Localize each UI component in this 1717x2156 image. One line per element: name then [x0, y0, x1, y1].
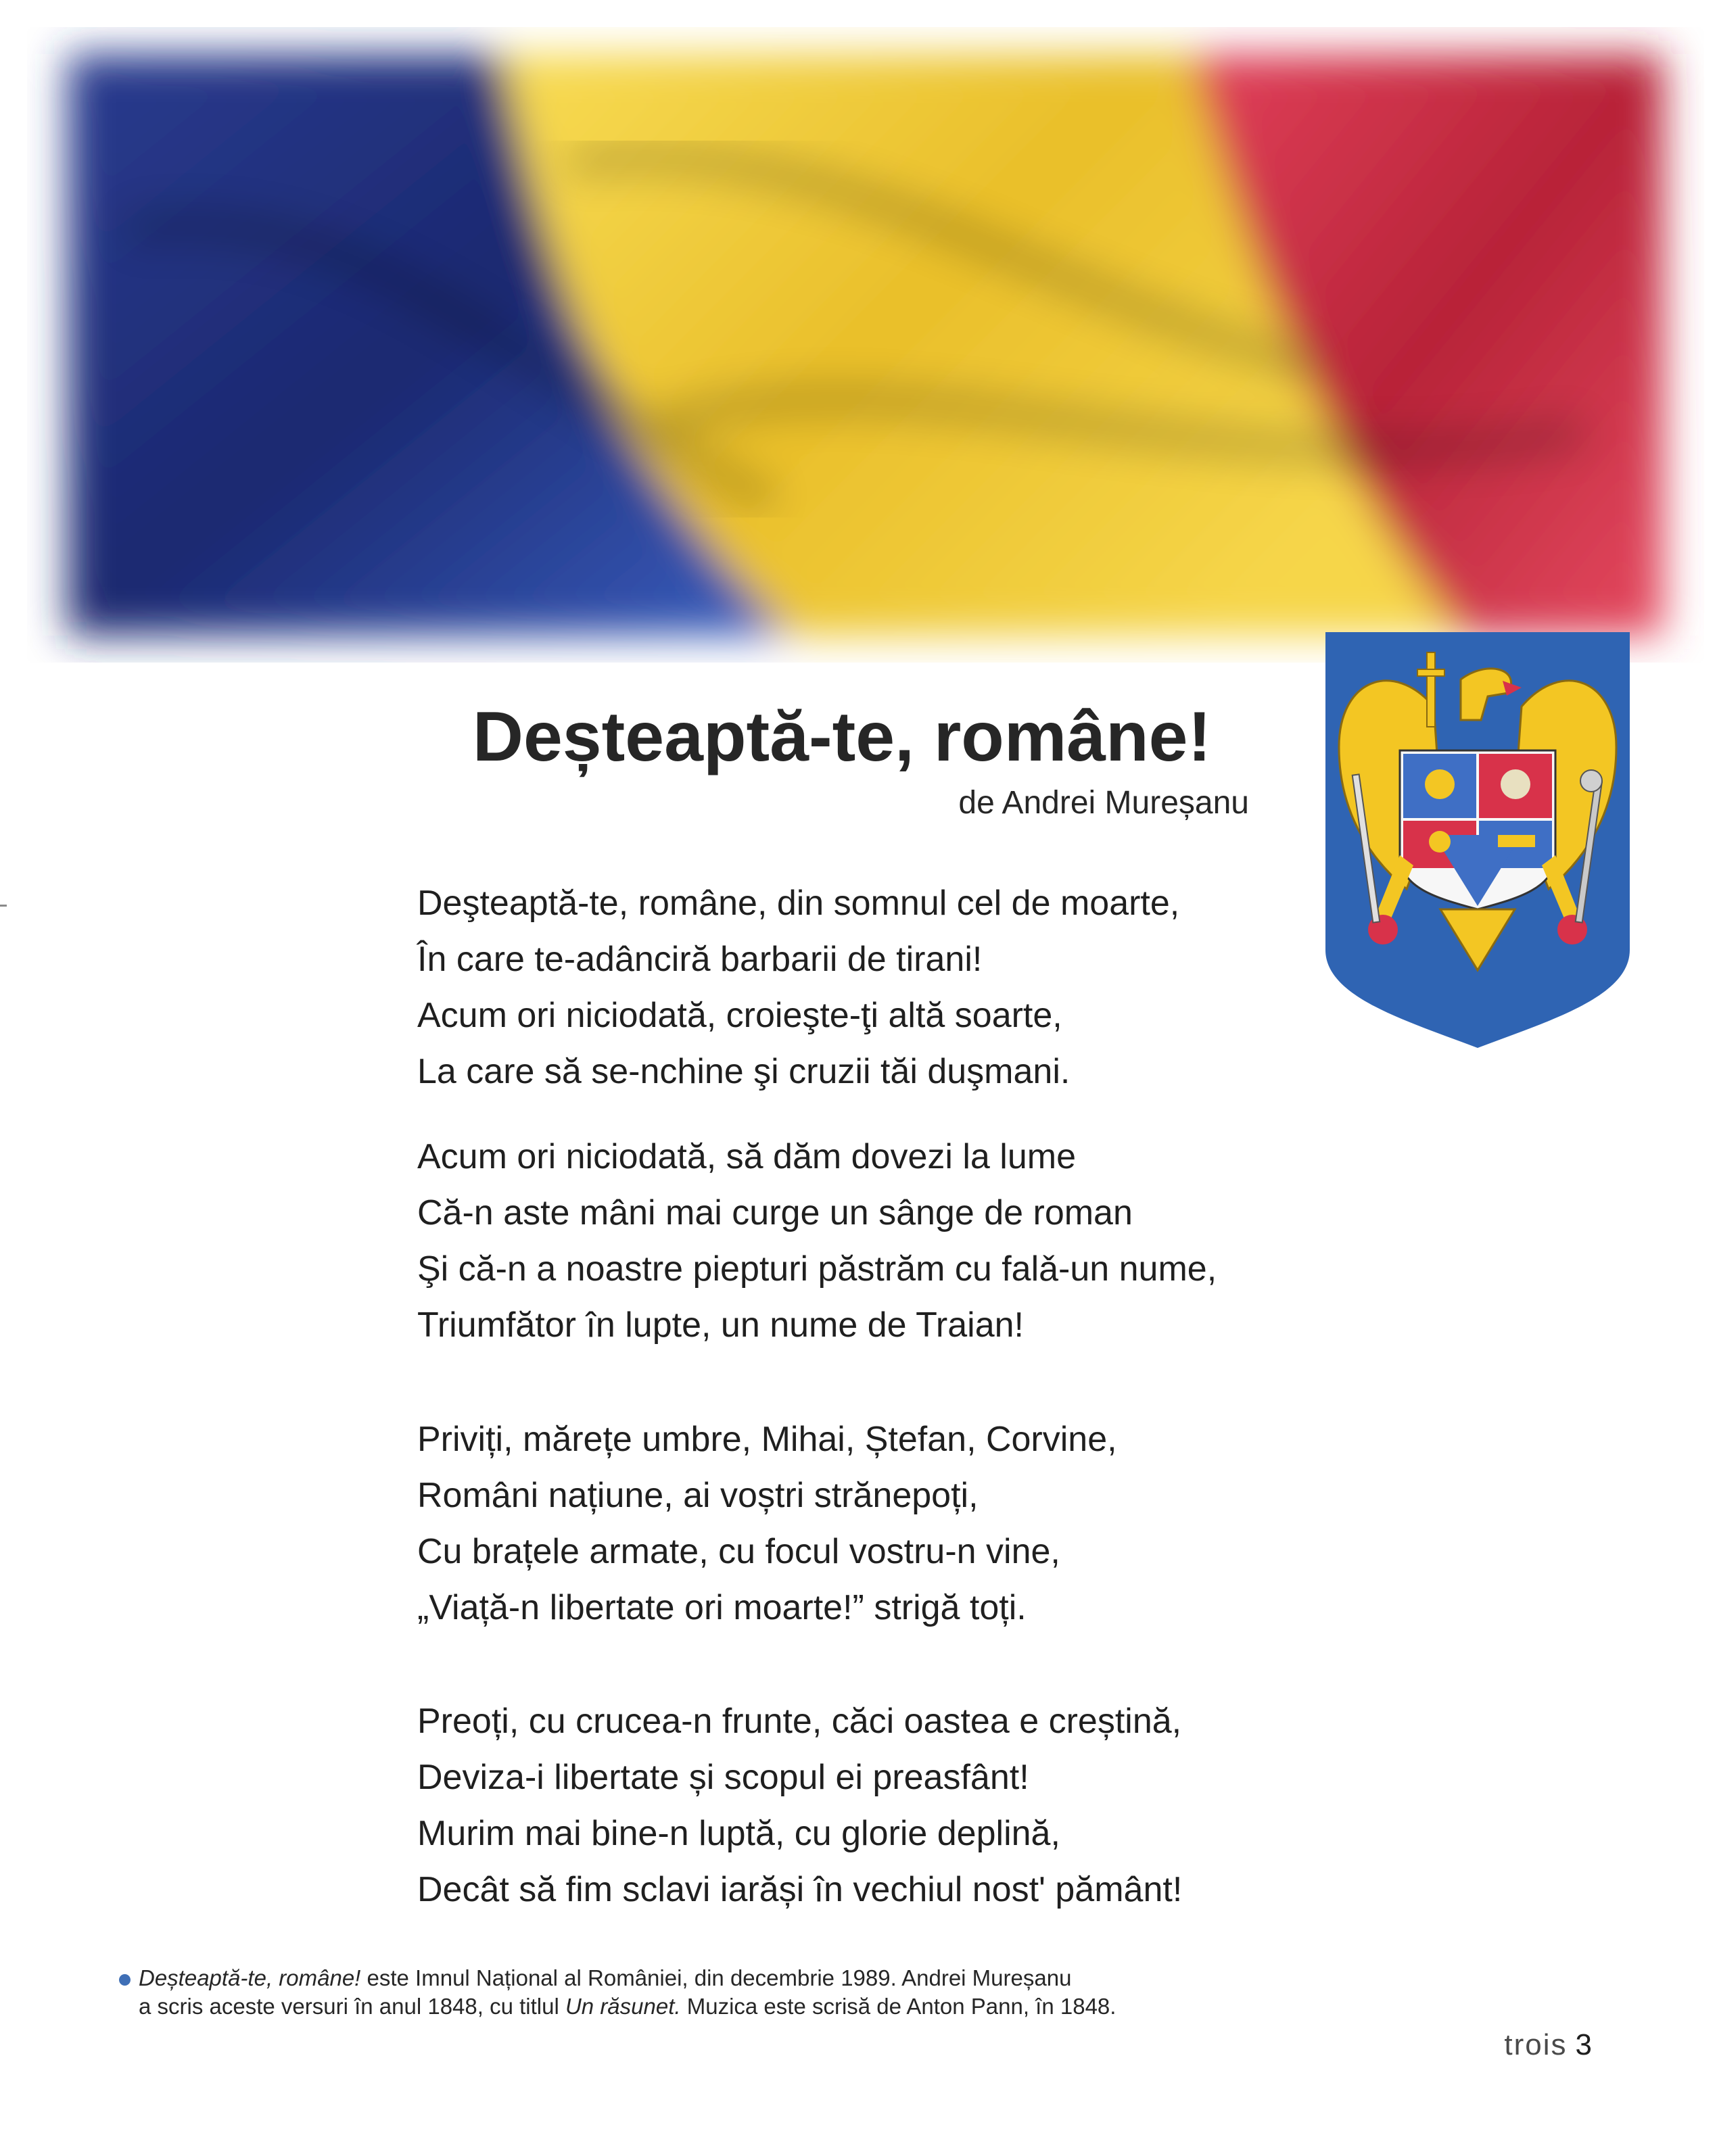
- poem-line: Acum ori niciodată, croieşte-ţi altă soarte,: [417, 996, 1062, 1035]
- poem-line: Că-n aste mâni mai curge un sânge de roman: [417, 1193, 1133, 1232]
- stanza-2: [417, 1129, 1217, 1354]
- stanza-3: [417, 1412, 1117, 1636]
- note-text-1: este Imnul Național al României, din decembrie 1989. Andrei Mureșanu: [360, 1965, 1072, 1990]
- poem-line: Decât să fim sclavi iarăși în vechiul nost' pământ!: [417, 1870, 1183, 1909]
- poem-line: Murim mai bine-n luptă, cu glorie deplină,: [417, 1814, 1060, 1853]
- note-title: Deșteaptă-te, române!: [139, 1965, 361, 1990]
- margin-tick: [0, 905, 7, 907]
- poem-line: La care să se-nchine şi cruzii tăi duşmani.: [417, 1052, 1071, 1091]
- poem-line: Triumfător în lupte, un nume de Traian!: [417, 1305, 1024, 1345]
- poem-line: Cu brațele armate, cu focul vostru-n vine,: [417, 1532, 1060, 1571]
- poem-author: de Andrei Mureșanu: [958, 785, 1249, 821]
- poem-line: Deviza-i libertate și scopul ei preasfânt!: [417, 1758, 1029, 1797]
- poem-line: Acum ori niciodată, să dăm dovezi la lume: [417, 1137, 1077, 1176]
- romanian-coat-of-arms-icon: [1325, 632, 1630, 1048]
- page-number: [1504, 2028, 1593, 2062]
- stanza-4: [417, 1694, 1182, 1918]
- page-word: trois: [1504, 2028, 1568, 2061]
- poem-title: Deșteaptă-te, române!: [472, 698, 1212, 776]
- poem-line: Şi că-n a noastre piepturi păstrăm cu falǎ-un nume,: [417, 1249, 1217, 1289]
- stanza-1: [417, 876, 1179, 1100]
- poem-line: Români națiune, ai voștri strănepoți,: [417, 1476, 979, 1515]
- footnote: [118, 1964, 1234, 2021]
- poem-line: În care te-adânciră barbarii de tirani!: [417, 940, 983, 979]
- poem-line: Priviți, mărețe umbre, Mihai, Ștefan, Corvine,: [417, 1420, 1117, 1459]
- poem-line: Preoți, cu crucea-n frunte, căci oastea e creștină,: [417, 1702, 1182, 1741]
- note-text-3: Muzica este scrisă de Anton Pann, în 1848.: [680, 1994, 1116, 2019]
- note-text-2: a scris aceste versuri în anul 1848, cu titlul: [139, 1994, 565, 2019]
- page-digit: 3: [1575, 2028, 1593, 2061]
- romanian-flag-icon: [27, 27, 1704, 663]
- note-italic-title: Un răsunet.: [565, 1994, 681, 2019]
- poem-line: „Viață-n libertate ori moarte!” strigă toți.: [417, 1588, 1027, 1627]
- poem-line: Deşteaptă-te, române, din somnul cel de moarte,: [417, 884, 1180, 923]
